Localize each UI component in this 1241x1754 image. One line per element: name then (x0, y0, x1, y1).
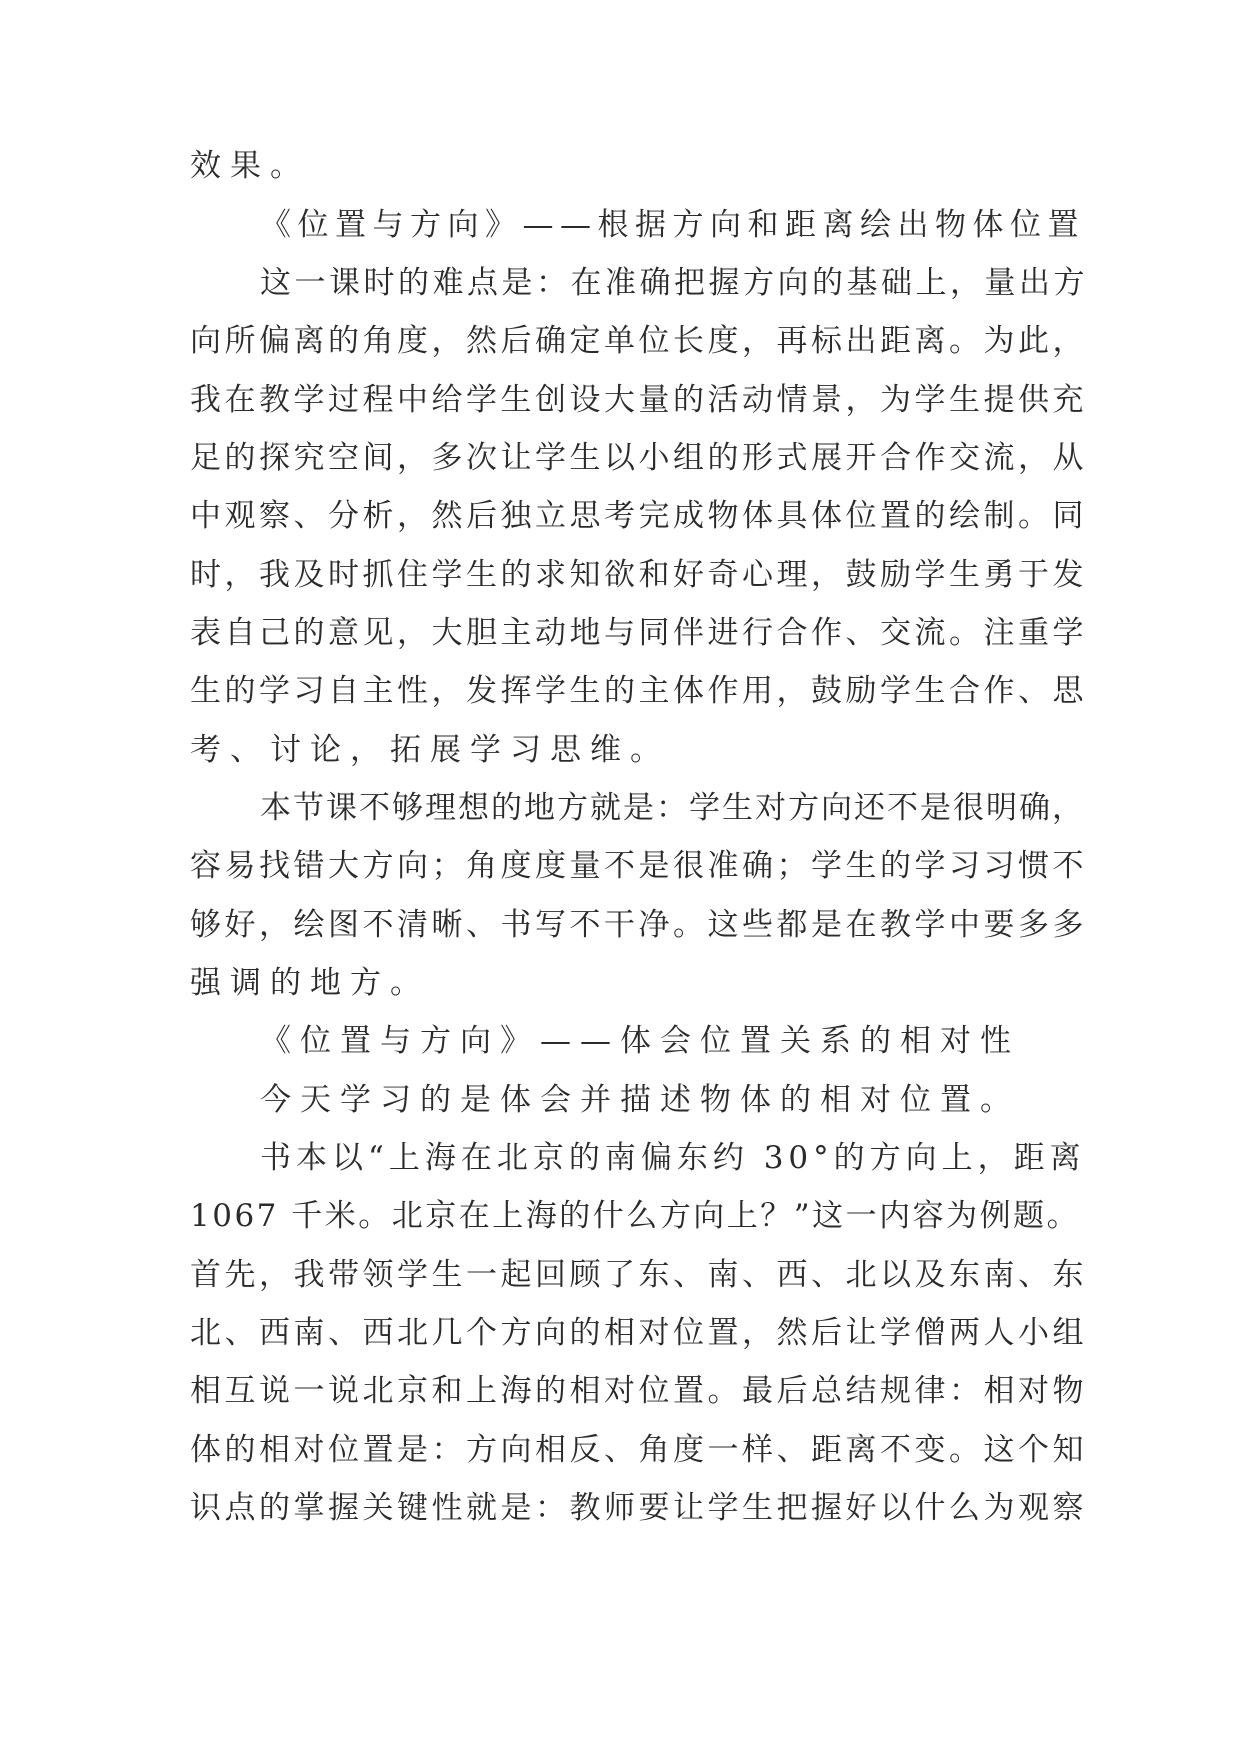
text-line: 中观察、分析，然后独立思考完成物体具体位置的绘制。同 (190, 498, 1087, 534)
text-line: 体的相对位置是：方向相反、角度一样、距离不变。这个知 (190, 1432, 1087, 1468)
section-heading: 《位置与方向》——根据方向和距离绘出物体位置 (260, 207, 1085, 243)
text-line: 本节课不够理想的地方就是：学生对方向还不是很明确， (260, 790, 1085, 826)
section-heading: 《位置与方向》——体会位置关系的相对性 (260, 1023, 1020, 1059)
text-line: 时，我及时抓住学生的求知欲和好奇心理，鼓励学生勇于发 (190, 557, 1087, 593)
text-line: 首先，我带领学生一起回顾了东、南、西、北以及东南、东 (190, 1257, 1087, 1293)
text-line: 书本以“上海在北京的南偏东约 30°的方向上，距离 (260, 1140, 1086, 1176)
text-line: 我在教学过程中给学生创设大量的活动情景，为学生提供充 (190, 382, 1087, 418)
text-line: 今天学习的是体会并描述物体的相对位置。 (260, 1082, 1020, 1118)
text-line: 效果。 (190, 148, 310, 184)
text-line: 够好，绘图不清晰、书写不干净。这些都是在教学中要多多 (190, 907, 1087, 943)
text-line: 强调的地方。 (190, 965, 430, 1001)
text-line: 识点的掌握关键性就是：教师要让学生把握好以什么为观察 (190, 1490, 1087, 1526)
text-line: 足的探究空间，多次让学生以小组的形式展开合作交流，从 (190, 440, 1087, 476)
text-line: 表自己的意见，大胆主动地与同伴进行合作、交流。注重学 (190, 615, 1087, 651)
text-line: 相互说一说北京和上海的相对位置。最后总结规律：相对物 (190, 1373, 1087, 1409)
text-line: 生的学习自主性，发挥学生的主体作用，鼓励学生合作、思 (190, 673, 1087, 709)
text-line: 向所偏离的角度，然后确定单位长度，再标出距离。为此， (190, 323, 1087, 359)
text-line: 容易找错大方向；角度度量不是很准确；学生的学习习惯不 (190, 848, 1087, 884)
text-line: 这一课时的难点是：在准确把握方向的基础上，量出方 (260, 265, 1088, 301)
text-line: 1067 千米。北京在上海的什么方向上？”这一内容为例题。 (190, 1198, 1081, 1234)
text-line: 考、讨论，拓展学习思维。 (190, 732, 670, 768)
text-line: 北、西南、西北几个方向的相对位置，然后让学僧两人小组 (190, 1315, 1087, 1351)
